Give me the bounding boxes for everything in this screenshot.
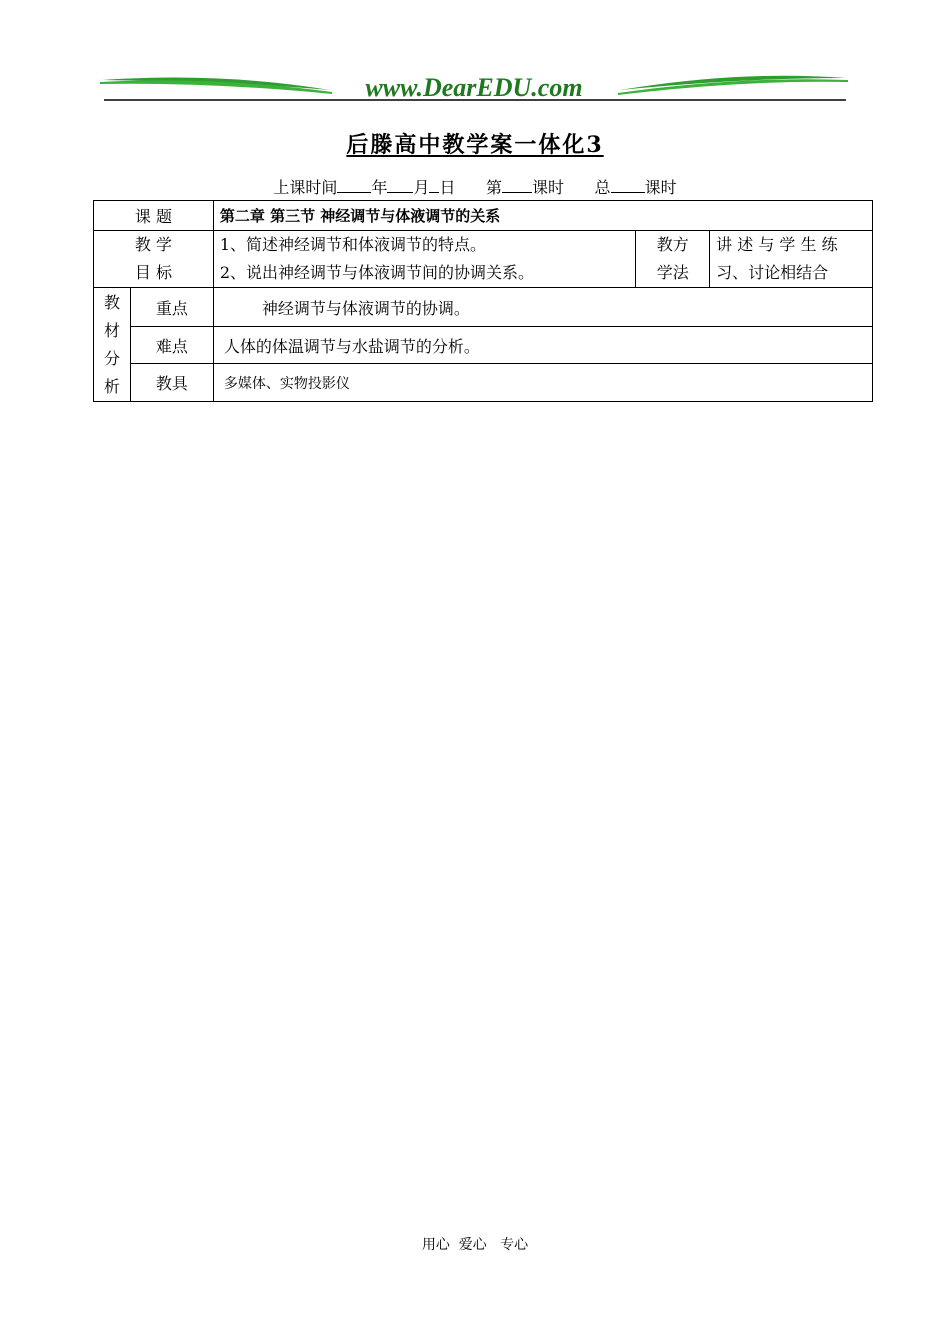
tools-value: 多媒体、实物投影仪: [213, 364, 872, 402]
table-row: [94, 231, 873, 288]
tools-label: 教具: [130, 364, 213, 402]
site-logo-graphic: [100, 68, 848, 104]
page-title: 后滕高中教学案一体化3: [346, 132, 604, 158]
topic-label: 课 题: [94, 201, 214, 231]
key-label: 重点: [130, 288, 213, 327]
goal-label: 教 学 目 标: [94, 231, 214, 288]
schedule-line: 上课时间 年 月 日 第 课时 总 课时: [273, 178, 677, 197]
table-row: [94, 327, 873, 364]
lesson-plan-table: [93, 200, 873, 402]
footer-slogan: 用心 爱心 专心: [421, 1237, 529, 1253]
method-label: 教方 学法: [636, 231, 710, 288]
key-value: 神经调节与体液调节的协调。: [213, 288, 872, 327]
list-item: 1、简述神经调节和体液调节的特点。: [219, 235, 487, 254]
table-row: [94, 364, 873, 402]
difficult-label: 难点: [130, 327, 213, 364]
table-row: [94, 288, 873, 327]
goal-list: [213, 231, 635, 288]
difficult-value: 人体的体温调节与水盐调节的分析。: [213, 327, 872, 364]
analysis-label: 教 材 分 析: [94, 288, 131, 402]
site-logo-text: www.DearEDU.com: [365, 73, 583, 102]
list-item: 2、说出神经调节与体液调节间的协调关系。: [219, 263, 535, 282]
table-row: [94, 201, 873, 231]
header-banner: [100, 68, 848, 104]
topic-value: 第二章 第三节 神经调节与体液调节的关系: [213, 201, 872, 231]
method-value: 讲 述 与 学 生 练 习、讨论相结合: [710, 231, 873, 288]
